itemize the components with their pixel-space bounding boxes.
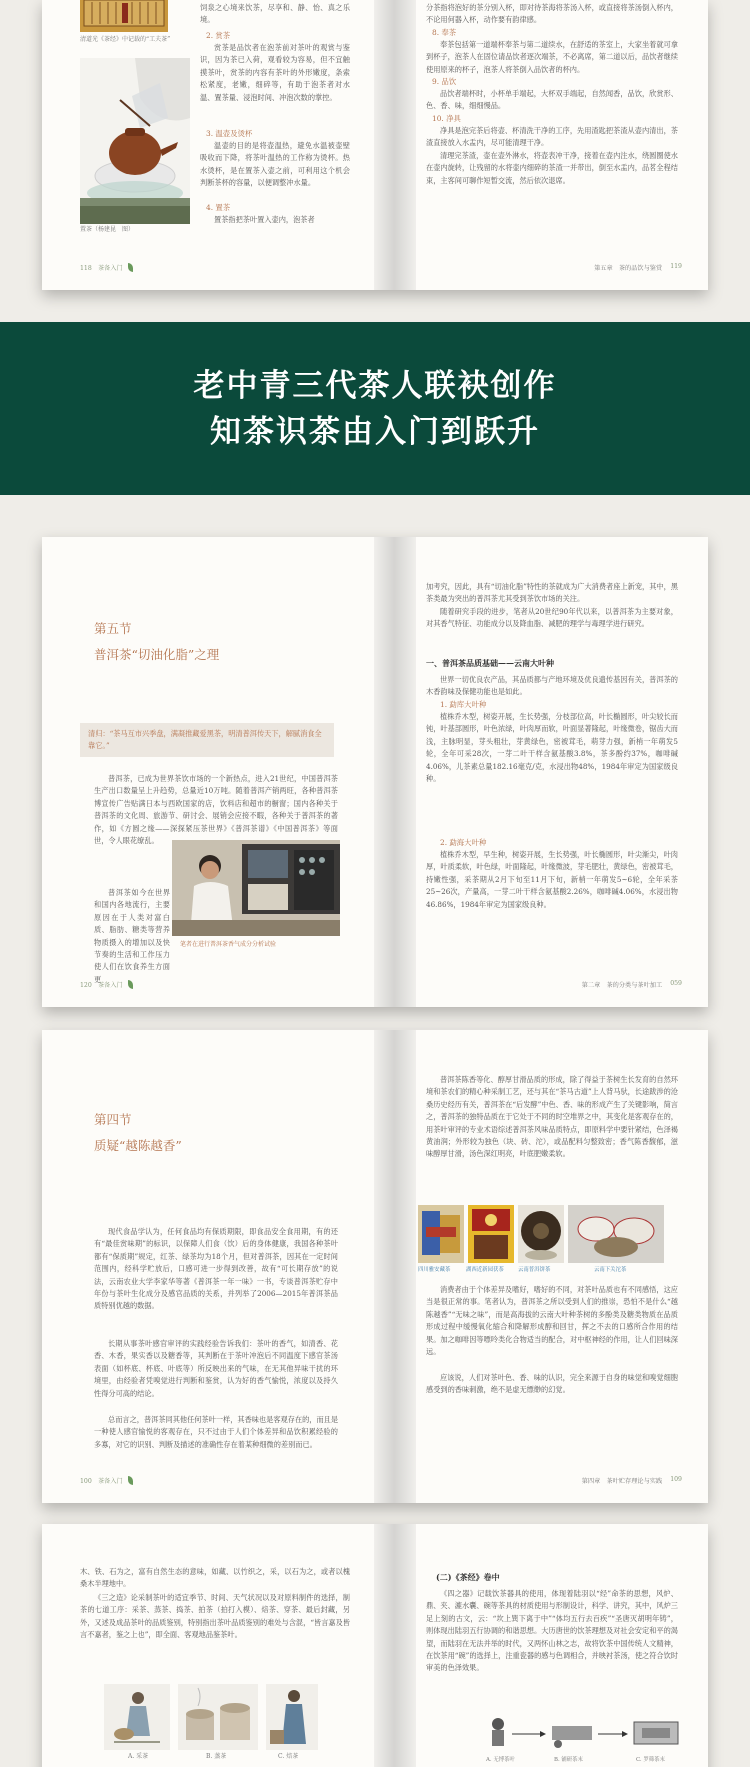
body-paragraph-1: 普洱茶陈香等化、醇厚甘滑品质的形成，除了得益于茶树生长发育的自然环境和茶农们的精心种采制工艺，还与其在“茶马古道”上人背马驮，长途跋涉的沧桑历史经历有关，普洱茶在“后发酵”中色、香、味的形成产生了关键影响，简言之，普洱茶的独特品质在于它处于不同的时空堆界之中，其变化是客观存在的，用茶叶审评的专业术语综述普洱茶风味品质特点，即原料学中要针紧结，色泽褐黄油润；外形较为独色（块、砖、沱），或品配料匀整致密；香气陈香馥郁，滋味醇厚甘滑，汤色深红明亮，叶底肥嫩柔软。 [426, 1075, 678, 1159]
illustration-old-book [80, 0, 168, 32]
step-body-10b: 清理完茶渣，壶在壶外淋水，将壶表冲干净，接着在壶内注水，绕圆圈使水在壶内旋转，让残留的水将壶内细碎的茶渣一并带出，倒至水盂内，品茗全程结束，主客间可聊作短暂交流，然后依次退席。 [426, 151, 678, 185]
step-heading-10: 10. 净具 [432, 114, 461, 123]
caption-lab-photo: 笔者在进行普洱茶香气成分分析试验 [180, 941, 277, 948]
gutter-shadow [374, 1030, 416, 1503]
variety-heading-2: 2. 勐海大叶种 [440, 838, 487, 847]
page-number: 109 [670, 1476, 682, 1483]
teapot-photo-icon [80, 58, 190, 224]
step-heading-8: 8. 奉茶 [432, 28, 457, 37]
folio-left [80, 263, 133, 272]
folio-left [80, 1476, 133, 1485]
book-spread-3 [42, 1030, 708, 1503]
page-number: 059 [670, 980, 682, 987]
lab-photo-icon [172, 840, 340, 936]
folio-text: 118 茶备入门 [80, 265, 123, 272]
running-head-right [594, 263, 682, 272]
step-body-4: 置茶指把茶叶置入壶内，泡茶者 [214, 215, 315, 224]
section-number: 第五节 [94, 621, 132, 636]
gutter-shadow [374, 1524, 416, 1767]
page-100 [42, 1030, 374, 1503]
section-title: 质疑“越陈越香” [94, 1138, 182, 1153]
tea-process-diagram [486, 1712, 696, 1767]
process-flow-icon [486, 1712, 696, 1756]
body-paragraph-2: 消费者由于个体差异及嗜好，嗜好的不同，对茶叶品质也有不同感悟，这应当是很正常的事。笔者认为，普洱茶之所以受到人们的推崇，恐怕不是什么“越陈越香”“无味之味”，而是高海拔的云南大叶种茶树的多酚类及糖类物质在品质形成过程中缓慢氧化缩合和降解形成醇和回甘，挥之不去的口感所合作用的结果。加之咖啡因等嘌呤类化合物适当的配合，对中枢神经的作用，让人们回味深远。 [426, 1285, 678, 1357]
caption-tea-2: 湖西近新园茯茶 [466, 1267, 504, 1273]
tea-brick-icon [468, 1205, 514, 1263]
photo-lab-researcher [172, 840, 340, 936]
book-image-icon [80, 0, 168, 32]
caption-tea-1: 四川雅安藏茶 [418, 1267, 451, 1273]
illustration-picking-tea [104, 1684, 170, 1750]
running-head-right [582, 1476, 682, 1485]
tea-photo-strip [416, 1205, 708, 1277]
caption-process-a: A. 无博茶叶 [486, 1757, 515, 1763]
leaf-icon [128, 263, 133, 272]
tuo-tea-icon [568, 1205, 664, 1263]
text-top-left: 饲泉之心境来饮茶，尽享和、静、怡、真之乐境。 [200, 3, 350, 25]
subsection-heading: 一、普洱茶品质基础——云南大叶种 [426, 658, 554, 668]
caption-process-b: B. 铺研茶末 [554, 1757, 583, 1763]
steps-list-left [200, 30, 350, 227]
section-number: 第四节 [94, 1112, 132, 1127]
text-top-right: 加考究，因此，具有“切油化脂”特性的茶就成为广大消费者座上新宠，其中，黑茶类最为突出的普洱茶尤其受到茶饮市场的关注。 [426, 582, 678, 604]
caption-step-b: B. 蒸茶 [206, 1753, 227, 1760]
text-top-right-2: 随着研究手段的进步，笔者从20世纪90年代以来，以普洱茶为主要对象，对其香气特征、功能成分以及降血脂、减肥的理学与毒理学进行研究。 [426, 607, 678, 629]
body-paragraph-3: 应该说，人们对茶叶色、香、味的认识，完全来源于自身的味觉和嗅觉细胞感受到的香味刺激，绝不是虚无缥缈的幻觉。 [426, 1373, 678, 1395]
banner-line-2: 知茶识茶由入门到跃升 [210, 413, 540, 450]
step-heading-3: 3. 温壶及烫杯 [206, 129, 253, 138]
left-body [94, 1226, 338, 1464]
page-109 [416, 1030, 708, 1503]
page-number: 119 [670, 263, 682, 270]
caption-pouring-photo: 置茶（杨建昆 图） [80, 226, 135, 233]
folio-text: 120 茶备入门 [80, 982, 123, 989]
gutter-shadow [374, 537, 416, 1007]
variety-body-2: 植株乔木型，早生种，树姿开展，生长势强，叶长椭圆形，叶尖渐尖，叶肉厚，叶质柔软，叶色绿，叶面隆起，叶缘微波，芽毛肥壮，黄绿色，密被茸毛，持嫩性强，采茶期从2月下旬至11月下旬，新梢一年萌发5~6轮，全年采茶25~26次，产量高，一芽二叶干样含氨基酸2.26%，咖啡碱4.06%，水浸出物46.86%，1984年审定为国家级良种。 [426, 850, 678, 909]
section-body-2: 普洱茶如今在世界和国内各地流行，主要原因在于人类对富白质、脂肪、糖类等营养物质摄入的增加以及快节奏的生活和工作压力使人们在饮食养生方面更 [94, 888, 170, 984]
runhead-text: 第二章 茶的分类与茶叶加工 [581, 982, 663, 989]
body-paragraph-2: 《三之造》论采制茶叶的适宜季节、时间、天气状况以及对原料制件的选择，制茶的七道工序：采茶、蒸茶、捣茶、拍茶（拍打入模）、焙茶、穿茶、最后封藏，另外，又述及成品茶叶的品质鉴别，特别指出茶叶品质鉴别的难处与含混，“皆言嘉及皆言不嘉者，鉴之上也”，即全面、客观地品鉴茶叶。 [80, 1593, 350, 1640]
variety-body-1: 植株乔木型，树姿开展，生长势强，分枝部位高，叶长椭圆形，叶尖较长而钝，叶基部圆形，叶色浓绿，叶肉厚而软，叶面显著隆起，叶缘微卷，锯齿大而浅，主脉明显，芽头粗壮，芽黄绿色，密被茸毛，萌芽力强，新梢一年萌发5轮，全年可采28次，一芽二叶干样含氨基酸3.8%，茶多酚约37%，咖啡碱4.06%，儿茶素总量182.16毫克/克，水浸出物48%，1984年审定为国家级良种。 [426, 712, 678, 784]
caption-tea-3: 云南普洱饼茶 [518, 1267, 551, 1273]
tea-steaming-icon [178, 1684, 258, 1750]
page-left-4 [42, 1524, 374, 1767]
folio-text: 100 茶备入门 [80, 1478, 123, 1485]
step-body-2: 赏茶是品饮者在泡茶前对茶叶的观赏与鉴识，因为茶已入荷，观看较为容易，但不宜触摸茶叶，赏茶的内容有茶叶的外形嫩度，条索松紧度，老嫩，细碎等，有助于泡茶者对水温、置茶量、浸泡时间、冲泡次数的掌控。 [200, 43, 350, 102]
step-heading-4: 4. 置茶 [206, 203, 231, 212]
caption-step-c: C. 焙茶 [278, 1753, 299, 1760]
photo-yaan-tibetan-tea [418, 1205, 464, 1263]
body-paragraph-1: 木、铁、石为之，富有自然生态的意味，如藏、以竹织之，采，以石为之，或者以槐桑木半埋地中。 [80, 1567, 350, 1589]
subsection-heading: (二)《茶经》卷中 [436, 1572, 500, 1582]
caption-tea-4: 云南下关沱茶 [594, 1267, 627, 1273]
steps-list-right [426, 2, 678, 200]
gutter-shadow [374, 0, 416, 290]
step-body-8: 奉茶包括第一道端杯奉茶与第二道续水，在舒适的茶室上，大家坐着就可拿到杯子，泡茶人在固位请品饮者逐次端茶，不必离席，第二道以后，品饮者继续使用原来的杯子，泡茶人将茶倒入品饮者的杯内。 [426, 40, 678, 74]
step-body-9: 品饮者端杯时，小杯单手端起，大杯双手端起，自然闻香，品饮，欣赏形、色、香、味，细细慢品。 [426, 89, 678, 111]
running-head-right [582, 980, 682, 989]
right-column [426, 581, 678, 949]
page-119 [416, 0, 708, 290]
text-top-right: 分茶指将泡好的茶分别入杯，即对待茶海将茶汤入杯，或直接将茶汤倒入杯内，不论用何器入杯，动作要有韵律感。 [426, 3, 678, 25]
page-120 [42, 537, 374, 1007]
folio-left [80, 980, 133, 989]
step-body-10: 净具是泡完茶后将壶、杯清洗干净的工序，先用渣匙把茶渣从壶内清出，茶渣直接放入水盂内，尽可能清理干净。 [426, 126, 678, 148]
book-spread-2 [42, 537, 708, 1007]
epigraph-quote: 清归：“茶马互市兴季盘，满凝推藏爱黑茶，明清普洱传天下，解腻消食全靠它。” [80, 723, 334, 757]
section-title: 普洱茶“切油化脂”之理 [94, 647, 220, 662]
body-paragraph-1: 现代食品学认为，任何食品均有保质期限，即食品安全食用期，有的还有“最佳赏味期”的标识，以保障人们食（饮）后的身体健康，我国各种茶叶都有“保质期”规定，红茶、绿茶均为18个月，但对普洱茶，因其在一定时间范围内，经科学贮放后，口感可进一步得到改善，故有“可长期存放”的说法，云南农业大学李家华等著《普洱茶一年一味》一书，专谈普洱茶贮存中年份与茶叶生化成分及感官品质的关系，并列举了2006—2015年普洱茶品质特别优越的数据。 [94, 1227, 338, 1311]
photo-puer-cake-tea [518, 1205, 564, 1263]
tea-brick-icon [418, 1205, 464, 1263]
book-spread-1 [42, 0, 708, 290]
page-right-4 [416, 1524, 708, 1767]
leaf-icon [128, 1476, 133, 1485]
body-paragraph-2: 长期从事茶叶感官审评的实践经验告诉我们：茶叶的香气，如清香、花香、木香，果实香以及糖香等，其判断在于茶叶冲泡后不同温度下感官茶汤表面（如杯底、杯底、叶底等）所反映出来的气味，在无其他异味干扰的环境里，由经验者凭嗅觉进行判断和鉴赏，认为好的香气愉悦，浓度以及持久性得分可高的结论。 [94, 1339, 338, 1398]
tea-baking-icon [266, 1684, 318, 1750]
step-heading-2: 2. 赏茶 [206, 31, 231, 40]
caption-top-image: 清道光《茶经》中记载的“工夫茶” [80, 36, 171, 43]
leaf-icon [128, 980, 133, 989]
step-heading-9: 9. 品饮 [432, 77, 457, 86]
banner-line-1: 老中青三代茶人联袂创作 [193, 367, 557, 404]
caption-process-c: C. 罗筛茶末 [636, 1757, 665, 1763]
step-body-3: 温壶的目的是将壶温热，避免水温被壶壁吸收而下降，将茶叶温热的工作称为烫杯。热水烫杯，是在置茶入壶之前，可利用这个机会判断茶杯的容量，以便调整冲水量。 [200, 141, 350, 188]
book-spread-4 [42, 1524, 708, 1767]
runhead-text: 第四章 茶叶贮存理论与实践 [581, 1478, 663, 1485]
promo-banner [0, 322, 750, 495]
photo-pouring-tea [80, 58, 190, 224]
variety-heading-1: 1. 勐库大叶种 [440, 700, 487, 709]
photo-hunan-fu-tea [468, 1205, 514, 1263]
tea-picking-icon [104, 1684, 170, 1750]
page-118 [42, 0, 374, 290]
subsection-body: 《四之器》记载饮茶器具的使用，体现着陆羽以“经”命茶的思想，风炉、鼎、夹、漉水囊、碗等茶具的材质使用与形制设计，科学、讲究，其中，风炉三足上刻的古文，云：“坎上巽下离于中”“体均五行去百疾”“圣唐灭胡明年铸”，则体现出陆羽五行协调的和谐思想。大历唐世的饮茶理想及对社会安定和平的渴望，而陆羽在无法并举的时代，又两怀山林之志，故将饮茶中国传统人文精神，在饮茶用“碗”的选择上，注重瓷器的感与色调相合，并映衬茶汤，使之符合饮时审美的色泽效果。 [426, 1589, 678, 1673]
runhead-text: 第五章 茶的品饮与鉴赏 [594, 265, 663, 272]
photo-xiaguan-tuo-tea [568, 1205, 664, 1263]
tea-cake-icon [518, 1205, 564, 1263]
page-059 [416, 537, 708, 1007]
subsection-intro: 世界一切优良农产品，其品质都与产地环境及优良遗传基因有关，普洱茶的木香韵味及保健功能也是如此。 [426, 675, 678, 697]
section-body: 普洱茶，已成为世界茶饮市场的一个新热点，进入21世纪，中国普洱茶生产出口数量呈上升趋势，总量近10万吨。随着普洱产销两旺，各种普洱茶博宣传广告贴满日本与西欧国家的店，饮料店和超市的橱窗；国内各种关于普洱茶的文化周、旅游节、研讨会、展销会应接不暇，各种关于普洱茶的著作，如《方圆之缘——深探紧压茶世界》《普洱茶谱》《中国普洱茶》等面世，令人眼花缭乱。 [94, 774, 338, 846]
body-paragraph-3: 总而言之，普洱茶同其他任何茶叶一样，其香味也是客观存在的，而且是一种使人感官愉悦的客观存在，只不过由于人们个体差异和品饮积累经验的多寡，对它的识别、判断及描述的准确性存在着某种细微的差别而已。 [94, 1415, 338, 1449]
illustration-baking-tea [266, 1684, 318, 1750]
caption-step-a: A. 采茶 [128, 1753, 149, 1760]
illustration-steaming-tea [178, 1684, 258, 1750]
